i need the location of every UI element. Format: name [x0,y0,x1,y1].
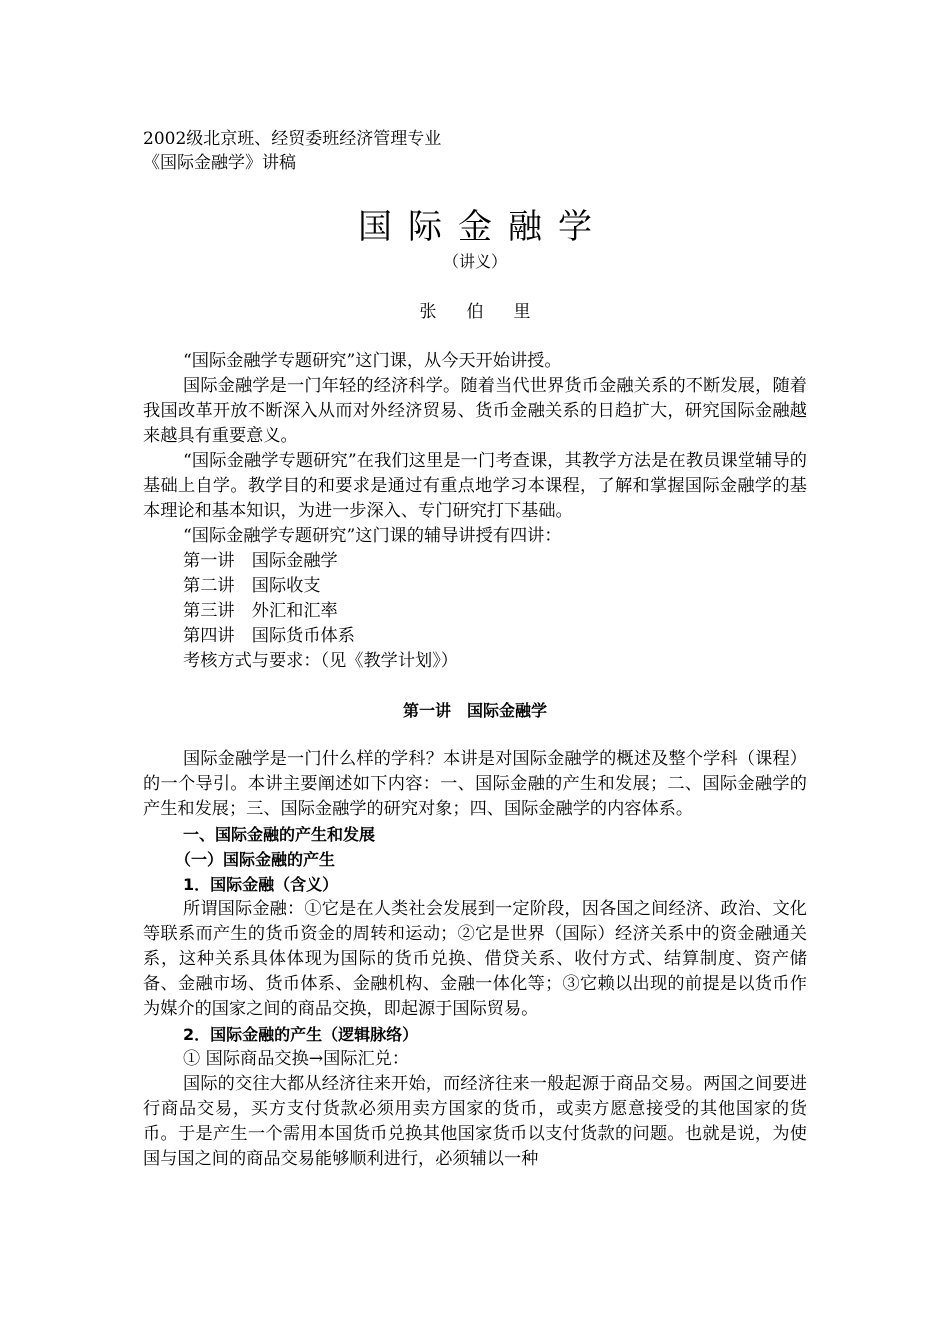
lecture-1-heading: 第一讲 国际金融学 [402,701,547,720]
definition-paragraph: 所谓国际金融：①它是在人类社会发展到一定阶段，因各国之间经济、政治、文化等联系而产生的货币资金的周转和运动；②它是世界（国际）经济关系中的资金融通关系，这种关系具体体现为国际的货币兑换、借贷关系、收付方式、结算制度、资产储备、金融市场、货币体系、金融机构、金融一体化等；③它赖以出现的前提是以货币作为媒介的国家之间的商品交换，即起源于国际贸易。 [143,899,807,1019]
assessment-line: 考核方式与要求：（见《教学计划》） [183,651,458,671]
document-subtitle: （讲义） [442,252,507,271]
item-heading: 1．国际金融（含义） [183,875,339,894]
subsection-heading: （一）国际金融的产生 [175,850,336,869]
section-heading: 一、国际金融的产生和发展 [183,825,376,844]
lecture-list-item: 第一讲 国际金融学 [183,551,338,571]
exchange-paragraph: 国际的交往大都从经济往来开始，而经济往来一般起源于商品交易。两国之间要进行商品交易，买方支付货款必须用卖方国家的货币，或卖方愿意接受的其他国家的货币。于是产生一个需用本国货币兑换其他国家货币以支付货款的问题。也就是说，为使国与国之间的商品交易能够顺利进行，必须辅以一种 [143,1074,807,1169]
course-info-line: 2002级北京班、经贸委班经济管理专业 [143,129,442,149]
point-heading: ① 国际商品交换→国际汇兑： [183,1049,410,1069]
intro-section [143,349,807,674]
item-heading: 2．国际金融的产生（逻辑脉络） [183,1025,419,1044]
document-title: 国际金融学 [358,207,608,247]
intro-paragraph-1: “国际金融学专题研究”这门课，从今天开始讲授。 [183,351,562,371]
intro-paragraph-4: “国际金融学专题研究”这门课的辅导讲授有四讲： [183,526,562,546]
lecture-1-intro-paragraph: 国际金融学是一门什么样的学科？本讲是对国际金融学的概述及整个学科（课程）的一个导引。本讲主要阐述如下内容：一、国际金融的产生和发展；二、国际金融学的产生和发展；三、国际金融学的研究对象；四、国际金融学的内容体系。 [143,749,807,819]
intro-paragraph-3: “国际金融学专题研究”在我们这里是一门考查课，其教学方法是在教员课堂辅导的基础上自学。教学目的和要求是通过有重点地学习本课程，了解和掌握国际金融学的基本理论和基本知识，为进一步深入、专门研究打下基础。 [143,451,807,521]
intro-paragraph-2: 国际金融学是一门年轻的经济科学。随着当代世界货币金融关系的不断发展，随着我国改革开放不断深入从而对外经济贸易、货币金融关系的日趋扩大，研究国际金融越来越具有重要意义。 [143,376,807,446]
lecture-list-item: 第二讲 国际收支 [183,576,321,596]
lecture-list-item: 第三讲 外汇和汇率 [183,601,338,621]
lecture-list-item: 第四讲 国际货币体系 [183,626,355,646]
author-name: 张伯里 [419,302,561,322]
lecture-1-section [143,747,807,1172]
lecture-notes-label: 《国际金融学》讲稿 [143,153,296,173]
